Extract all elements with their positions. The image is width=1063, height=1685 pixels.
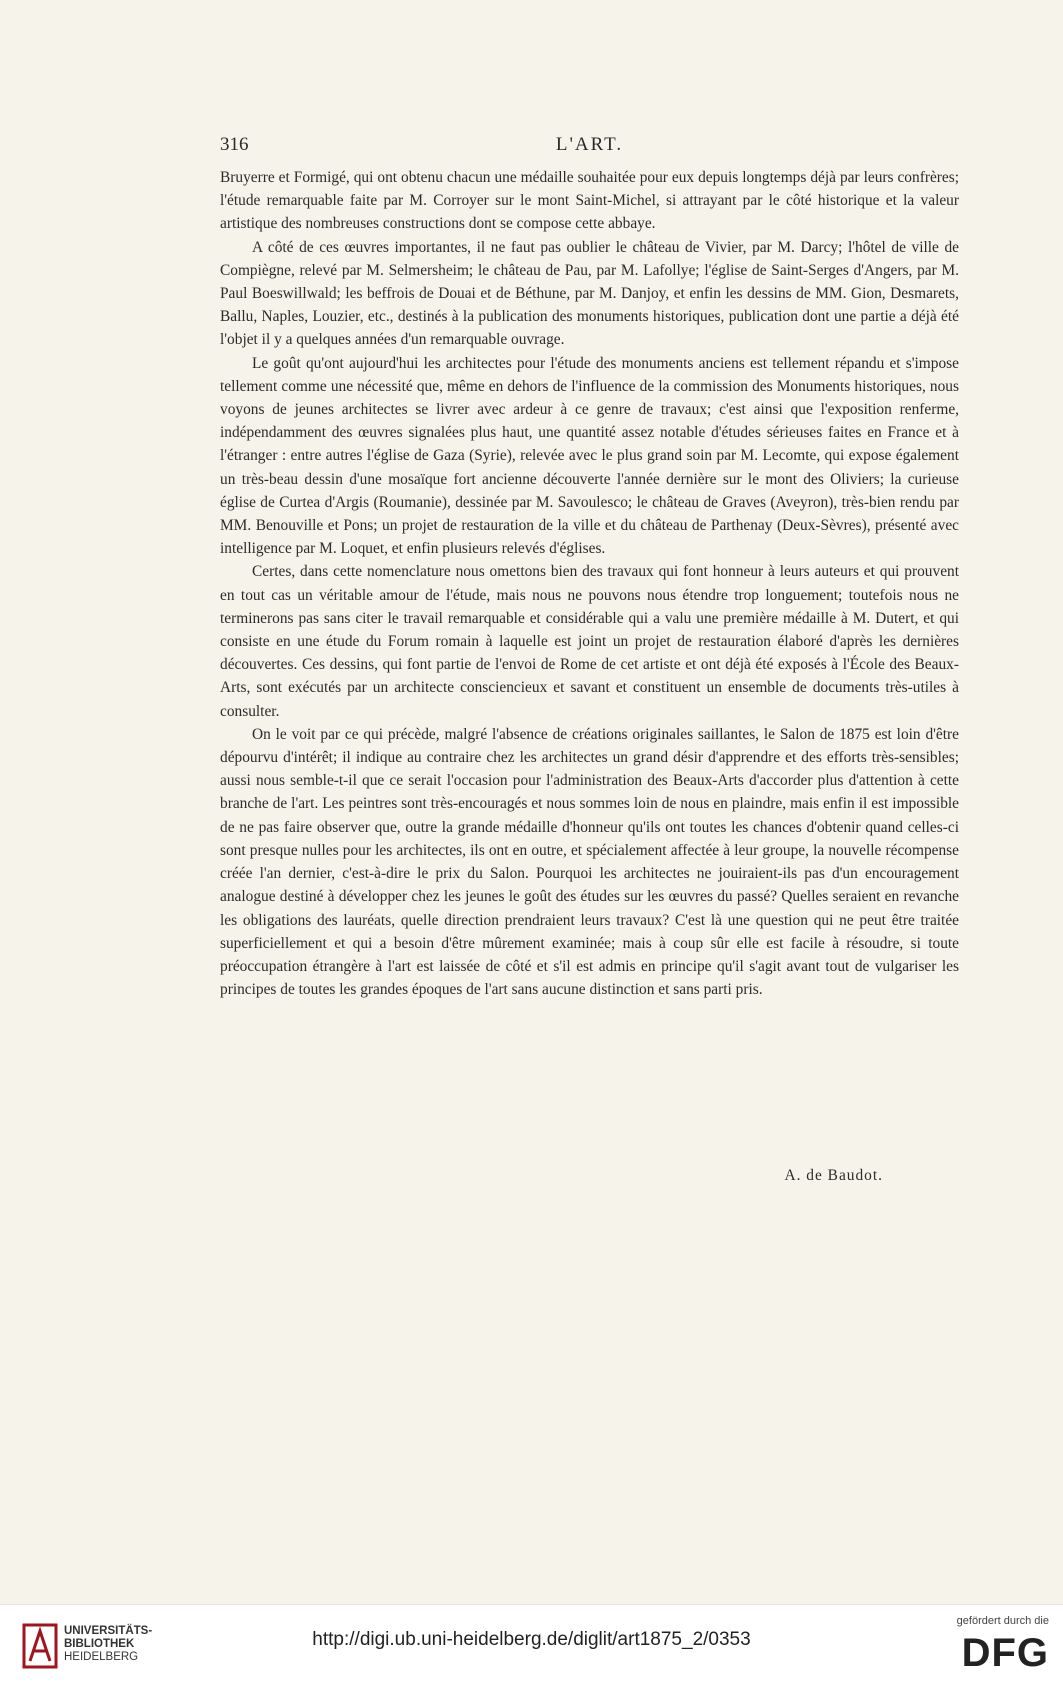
paragraph-4: Certes, dans cette nomenclature nous omettons bien des travaux qui font honneur à leurs auteurs et qui prouvent en tout cas un véritable amour de l'étude, mais nous ne pouvons nous étendre trop longuement; toutefois nous ne terminerons pas sans citer le travail remarquable et considérable qui a valu une première médaille à M. Dutert, et qui consiste en une étude du Forum romain à laquelle est joint un projet de restauration élaboré d'après les dernières découvertes. Ces dessins, qui font partie de l'envoi de Rome de cet artiste et ont déjà été exposés à l'École des Beaux-Arts, sont exécutés par un architecte consciencieux et savant et constituent un ensemble de documents très-utiles à consulter. [220, 563, 959, 720]
paragraph-3: Le goût qu'ont aujourd'hui les architectes pour l'étude des monuments anciens est tellement répandu et s'impose tellement comme une nécessité que, même en dehors de l'influence de la commission des Monuments historiques, nous voyons de jeunes architectes se livrer avec ardeur à ce genre de travaux; c'est ainsi que l'exposition renferme, indépendamment des œuvres signalées plus haut, une quantité assez notable d'études sérieuses faites en France et à l'étranger : entre autres l'église de Gaza (Syrie), relevée avec le plus grand soin par M. Lecomte, qui expose également un très-beau dessin d'une mosaïque fort ancienne découverte l'année dernière sur le mont des Oliviers; la curieuse église de Curtea d'Argis (Roumanie), dessinée par M. Savoulesco; le château de Graves (Aveyron), très-bien rendu par MM. Benouville et Pons; un projet de restauration de la ville et du château de Parthenay (Deux-Sèvres), présenté avec intelligence par M. Loquet, et enfin plusieurs relevés d'églises. [220, 354, 959, 558]
paragraph-5: On le voit par ce qui précède, malgré l'absence de créations originales saillantes, le Salon de 1875 est loin d'être dépourvu d'intérêt; il indique au contraire chez les architectes un grand désir d'apprendre et des efforts très-sensibles; aussi nous semble-t-il que ce serait l'occasion pour l'administration des Beaux-Arts d'accorder plus d'attention à cette branche de l'art. Les peintres sont très-encouragés et nous sommes loin de nous en plaindre, mais enfin il est impossible de ne pas faire observer que, outre la grande médaille d'honneur qu'ils ont toutes les chances d'obtenir quand celles-ci sont presque nulles pour les architectes, ils ont en outre, et spécialement affectée à leur groupe, la nouvelle récompense créée l'an dernier, c'est-à-dire le prix du Salon. Pourquoi les architectes ne jouiraient-ils pas d'un encouragement analogue destiné à développer chez les jeunes le goût des études sur les œuvres du passé? Quelles seraient en revanche les obligations des lauréats, quelle direction prendraient leurs travaux? C'est là une question qui ne peut être traitée superficiellement et qui a besoin d'être mûrement examinée; mais à coup sûr elle est facile à résoudre, si toute préoccupation étrangère à l'art est laissée de côté et s'il est admis en principe qu'il s'agit avant tout de vulgariser les principes de toutes les grandes époques de l'art sans aucune distinction et sans parti pris. [220, 725, 959, 999]
library-name-line-3: HEIDELBERG [64, 1651, 139, 1663]
library-name-line-1: UNIVERSITÄTS- [64, 1625, 153, 1637]
article-body [220, 166, 959, 1001]
paragraph-1: Bruyerre et Formigé, qui ont obtenu chacun une médaille souhaitée pour eux depuis longtemps déjà par leurs confrères; l'étude remarquable faite par M. Corroyer sur le mont Saint-Michel, si attrayant par le côté historique et la valeur artistique des nombreuses constructions dont se compose cette abbaye. [220, 169, 959, 233]
page-header [220, 134, 959, 158]
permalink[interactable]: http://digi.ub.uni-heidelberg.de/diglit/art1875_2/0353 [312, 1629, 751, 1650]
paragraph-2: A côté de ces œuvres importantes, il ne faut pas oublier le château de Vivier, par M. Darcy; l'hôtel de ville de Compiègne, relevé par M. Selmersheim; le château de Pau, par M. Lafollye; l'église de Saint-Serges d'Angers, par M. Paul Boeswillwald; les beffrois de Douai et de Béthune, par M. Danjoy, et enfin les dessins de MM. Gion, Desmarets, Ballu, Naples, Louzier, etc., destinés à la publication des monuments historiques, publication dont une partie a déjà été l'objet il y a quelques années d'un remarquable ouvrage. [220, 238, 959, 349]
digitization-footer [0, 1604, 1063, 1685]
author-signature: A. de Baudot. [784, 1167, 883, 1184]
funded-by-label: gefördert durch die [956, 1615, 1049, 1627]
library-name-line-2: BIBLIOTHEK [64, 1638, 135, 1650]
funding-credit [929, 1615, 1049, 1675]
page-number: 316 [220, 134, 249, 155]
dfg-logo[interactable]: DFG [961, 1631, 1049, 1675]
journal-title: L'ART. [555, 134, 624, 155]
